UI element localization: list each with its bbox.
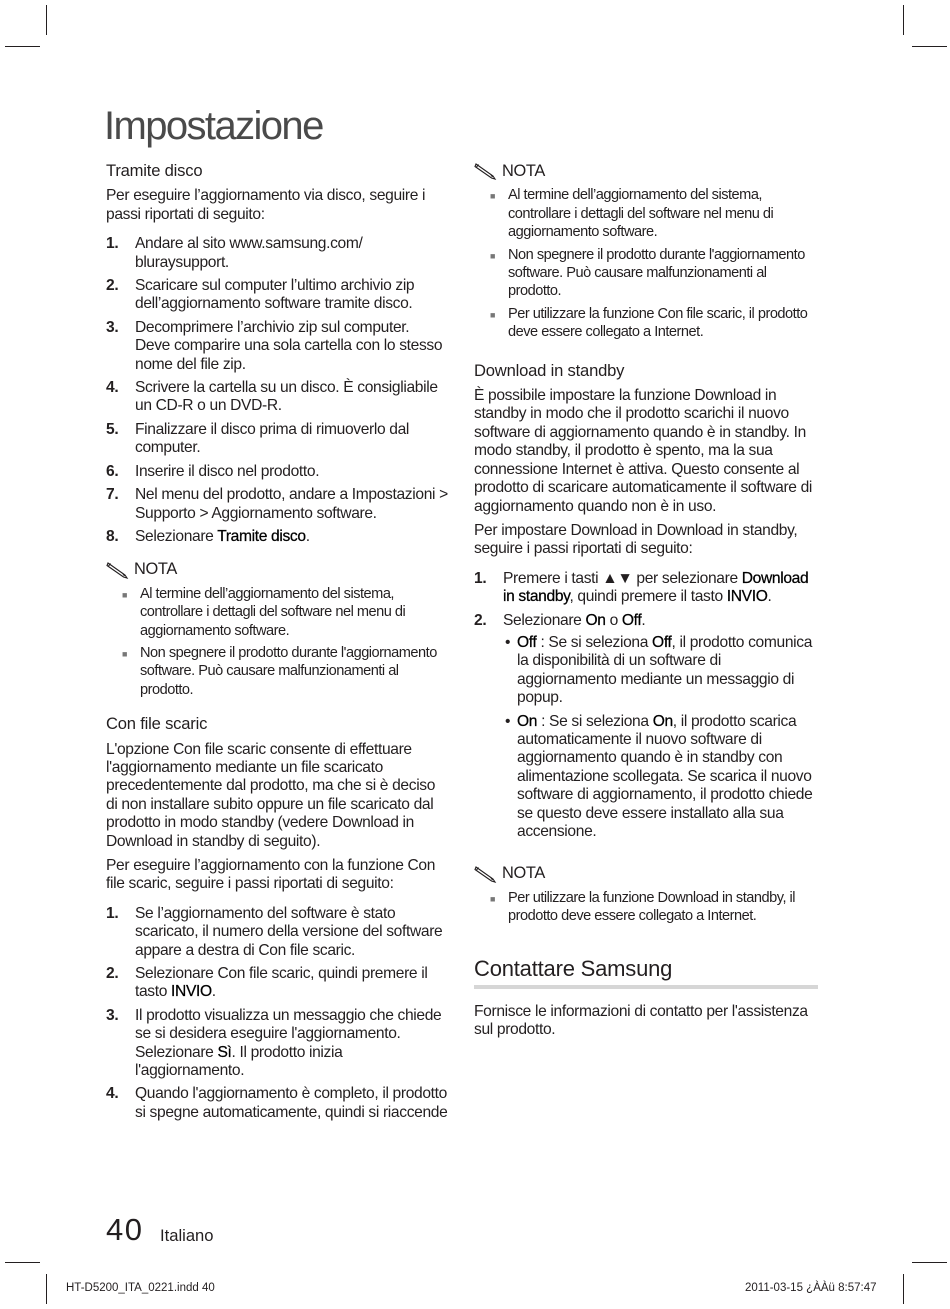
crop-mark (903, 5, 904, 35)
crop-mark (903, 1274, 904, 1304)
note-text: Non spegnere il prodotto durante l'aggiornamento software. Può causare malfunzionamenti al prodotto. (140, 644, 437, 698)
crop-mark (5, 46, 40, 47)
step-number: 5. (106, 420, 119, 438)
option-key: Off (517, 633, 537, 651)
step-number: 4. (106, 1085, 119, 1103)
step-number: 1. (474, 569, 487, 587)
step-number: 4. (106, 379, 119, 397)
bold-term: Tramite disco (217, 527, 306, 545)
step-text-part: . (211, 983, 216, 1001)
note-header (474, 162, 818, 180)
step-text (135, 1007, 448, 1081)
option-item (505, 634, 818, 708)
note-box (106, 560, 448, 699)
bold-term: Off (621, 611, 642, 629)
step-number: 2. (106, 277, 119, 295)
note-text: Al termine dell’aggiornamento del sistema, controllare i dettagli del software nel menu di aggiornamento software. (140, 585, 406, 639)
step-number: 2. (474, 611, 487, 629)
step-number: 7. (106, 486, 119, 504)
options-list (503, 634, 818, 841)
step-text-part: . (767, 588, 772, 606)
step-number: 3. (106, 1006, 119, 1024)
step-item (106, 905, 448, 960)
crop-mark (912, 1262, 947, 1263)
step-text: Scaricare sul computer l’ultimo archivio zip dell’aggiornamento software tramite disco. (135, 277, 415, 313)
step-text: Decomprimere l’archivio zip sul computer. Deve comparire una sola cartella con lo stesso nome del file zip. (135, 318, 443, 373)
step-number: 1. (106, 235, 119, 253)
square-bullet-icon: ■ (490, 250, 495, 261)
option-text-part: , il prodotto comunica la disponibilità di un software di aggiornamento mediante un messaggio di popup. (517, 633, 813, 707)
step-item (106, 379, 448, 416)
step-text: Scrivere la cartella su un disco. È consigliabile un CD-R o un DVD-R. (135, 379, 438, 415)
bold-term: INVIO (726, 588, 768, 606)
option-key: On (652, 712, 673, 730)
note-item (490, 889, 818, 926)
steps-list (474, 570, 818, 847)
bold-term: Download in standby (503, 569, 809, 606)
section-tramite-disco (106, 162, 448, 546)
step-item (106, 463, 448, 481)
option-text-part: , il prodotto scarica automaticamente il nuovo software di aggiornamento quando è in standby con alimentazione scollegata. Se scarica il nuovo software di aggiornamento, il prodotto chiede se questo deve essere installato alla sua accensione. (517, 712, 813, 840)
square-bullet-icon: ■ (490, 309, 495, 320)
step-number: 1. (106, 904, 119, 922)
note-header (474, 864, 818, 882)
step-text: Inserire il disco nel prodotto. (135, 462, 320, 480)
note-list (474, 186, 818, 341)
section-con-file-scaric (106, 715, 448, 1122)
section-title: Contattare Samsung (474, 956, 818, 989)
left-column (106, 162, 448, 1127)
bold-term: On (585, 611, 606, 629)
step-number: 2. (106, 965, 119, 983)
note-list (106, 585, 448, 699)
step-item (106, 277, 448, 314)
note-text: Per utilizzare la funzione Con file scaric, il prodotto deve essere collegato a Internet. (508, 305, 808, 341)
bullet-dot-icon: • (505, 633, 511, 651)
step-text-part: Il prodotto visualizza un messaggio che chiede se si desidera eseguire l'aggiornamento. Selezionare (135, 1006, 442, 1061)
note-item (490, 305, 818, 342)
step-item (106, 965, 448, 1002)
note-label: NOTA (502, 162, 545, 180)
note-list (474, 889, 818, 926)
step-text-part: Selezionare (503, 611, 586, 629)
option-text (517, 634, 818, 708)
bullet-dot-icon: • (505, 712, 511, 730)
step-text (503, 570, 818, 607)
step-text-part: . Il prodotto inizia l'aggiornamento. (135, 1043, 343, 1080)
paragraph: È possibile impostare la funzione Download in standby in modo che il prodotto scarichi il nuovo software di aggiornamento quando è in standby. In modo standby, il prodotto è spento, ma la sua connessione Internet è attiva. Questo consente al prodotto di scaricare automaticamente il software di aggiornamento quando non è in uso. (474, 387, 813, 515)
crop-mark (46, 5, 47, 35)
paragraph: Per impostare Download in Download in standby, seguire i passi riportati di seguito: (474, 521, 798, 558)
paragraph: Per eseguire l’aggiornamento con la funzione Con file scaric, seguire i passi riportati di seguito: (106, 857, 436, 893)
note-label: NOTA (502, 864, 545, 883)
page-title: Impostazione (104, 104, 323, 148)
option-text-part: : Se si seleziona (536, 633, 653, 651)
note-item (490, 186, 818, 241)
steps-list (106, 905, 448, 1122)
section-download-in-standby (474, 362, 818, 847)
square-bullet-icon: ■ (122, 589, 127, 600)
paragraph: L'opzione Con file scaric consente di effettuare l'aggiornamento mediante un file scaricato precedentemente dal prodotto, ma che si è deciso di non installare subito oppure un file scaricato dal prodotto in modo standby (vedere Download in Download in standby di seguito). (106, 740, 436, 850)
step-text: Quando l'aggiornamento è completo, il prodotto si spegne automaticamente, quindi si riaccende (135, 1085, 448, 1121)
option-text (517, 713, 818, 842)
step-text-part: Selezionare Con file scaric, quindi premere il tasto (135, 965, 428, 1001)
step-text-part: Premere i tasti ▲▼ per selezionare (503, 569, 742, 587)
note-item (490, 246, 818, 301)
note-text: Non spegnere il prodotto durante l'aggiornamento software. Può causare malfunzionamenti al prodotto. (508, 246, 805, 300)
language-label: Italiano (160, 1226, 214, 1245)
bold-term: Sì (217, 1043, 232, 1061)
option-key: Off (652, 633, 672, 651)
step-item (106, 486, 448, 523)
steps-list (106, 235, 448, 546)
note-text: Al termine dell’aggiornamento del sistema, controllare i dettagli del software nel menu di aggiornamento software. (508, 187, 774, 241)
crop-mark (46, 1274, 47, 1304)
step-text-part: . (305, 527, 310, 545)
print-slug-timestamp: 2011-03-15 ¿ÀÀü 8:57:47 (745, 1282, 877, 1294)
bold-term: INVIO (171, 983, 212, 1001)
pencil-note-icon (106, 561, 130, 579)
note-box (474, 864, 818, 925)
square-bullet-icon: ■ (122, 648, 127, 659)
step-number: 8. (106, 527, 119, 545)
step-text (135, 528, 448, 546)
step-number: 3. (106, 318, 119, 336)
note-box (474, 162, 818, 342)
step-item (106, 528, 448, 546)
square-bullet-icon: ■ (490, 191, 495, 202)
square-bullet-icon: ■ (490, 893, 495, 904)
subhead-download-in-standby: Download in standby (474, 360, 625, 380)
step-text (135, 965, 448, 1002)
step-number: 6. (106, 462, 119, 480)
note-item (122, 585, 448, 640)
pencil-note-icon (474, 865, 498, 883)
step-item (106, 421, 448, 458)
step-text: Nel menu del prodotto, andare a Impostazioni > Supporto > Aggiornamento software. (135, 486, 448, 522)
paragraph: Fornisce le informazioni di contatto per l'assistenza sul prodotto. (474, 1002, 808, 1039)
step-item (106, 1085, 448, 1122)
step-text: Andare al sito www.samsung.com/ bluraysupport. (135, 235, 363, 271)
step-item (474, 570, 818, 607)
option-text-part: : Se si seleziona (537, 712, 653, 730)
step-text: Finalizzare il disco prima di rimuoverlo dal computer. (135, 420, 410, 457)
note-text: Per utilizzare la funzione Download in standby, il prodotto deve essere collegato a Internet. (508, 889, 796, 925)
step-text (503, 612, 818, 847)
crop-mark (5, 1262, 40, 1263)
subhead-tramite-disco: Tramite disco (106, 161, 203, 180)
step-text-part: Selezionare (135, 527, 218, 545)
note-item (122, 644, 448, 699)
section-contattare-samsung (474, 956, 818, 1040)
step-text-part: o (605, 611, 622, 629)
step-item (106, 319, 448, 374)
page-number: 40 (106, 1212, 144, 1247)
intro-paragraph: Per eseguire l’aggiornamento via disco, seguire i passi riportati di seguito: (106, 187, 426, 223)
step-item (106, 1007, 448, 1081)
option-key: On (517, 712, 538, 730)
step-text: Se l’aggiornamento del software è stato scaricato, il numero della versione del software appare a destra di Con file scaric. (135, 904, 443, 959)
pencil-note-icon (474, 162, 498, 180)
step-text-part: , quindi premere il tasto (569, 588, 727, 606)
print-slug-filename: HT-D5200_ITA_0221.indd 40 (66, 1282, 215, 1294)
subhead-con-file-scaric: Con file scaric (106, 714, 208, 734)
right-column (474, 162, 818, 1045)
step-item (106, 235, 448, 272)
note-label: NOTA (134, 560, 177, 579)
option-item (505, 713, 818, 842)
step-text-part: . (641, 611, 646, 629)
note-header (106, 560, 448, 578)
crop-mark (912, 46, 947, 47)
step-item (474, 612, 818, 847)
